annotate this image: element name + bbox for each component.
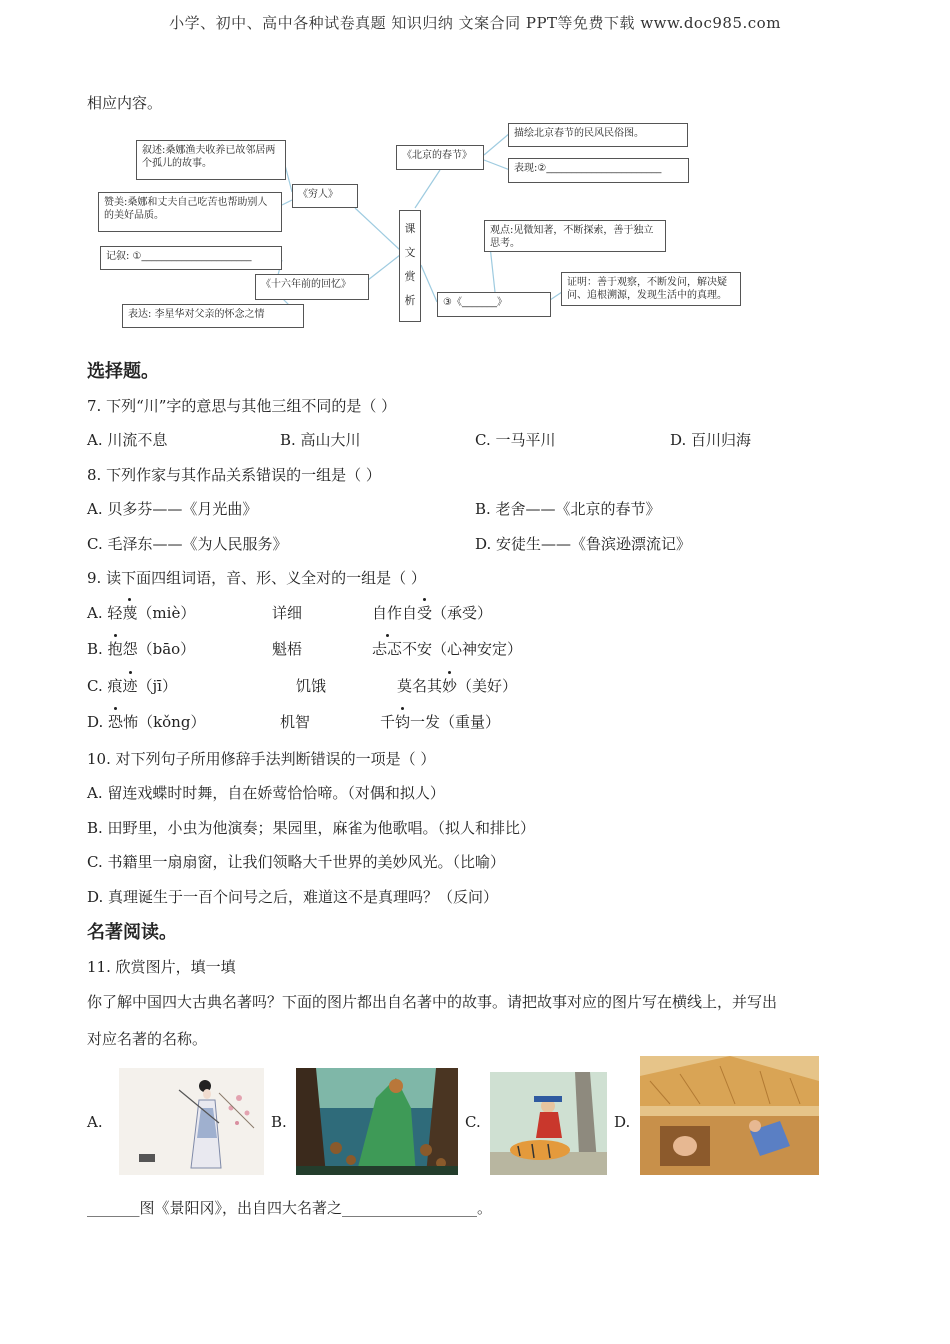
q11-text-2: 对应名著的名称。 [87,1030,208,1048]
q9-a-w3a: 自作自 [372,604,418,622]
q10-option-d: D. 真理诞生于一百个问号之后，难道这不是真理吗？（反问） [87,888,499,906]
q9-a-w1a: 轻 [107,604,123,622]
q9-stem: 9. 读下面四组词语，音、形、义全对的一组是（ ） [87,569,426,587]
q9-b-w3dot: 忐忑 [372,640,403,658]
q9-c-w3b: （美好） [457,677,518,695]
section-choice-title: 选择题。 [87,361,159,382]
page-header: 小学、初中、高中各种试卷真题 知识归纳 文案合同 PPT等免费下载 www.doc985.com [169,14,781,32]
q9-b-w3b: 不安（心神安定） [402,640,523,658]
memo-title-box: 《十六年前的回忆》 [255,274,369,300]
q9-c-w3dot: 妙 [442,677,458,695]
poor-title-box: 《穷人》 [292,184,358,208]
q9-d-w1b: 怖（kǒng） [123,713,206,731]
q11-text-1: 你了解中国四大古典名著吗？下面的图片都出自名著中的故事。请把故事对应的图片写在横线上，并写出 [87,993,778,1011]
proof-box: 证明：善于观察，不断发问，解决疑问、追根溯源，发现生活中的真理。 [561,272,741,306]
q9-d-w1dot: 恐 [108,713,124,731]
q9-c-w1a: 痕 [107,677,123,695]
q9-c-w2: 饥饿 [296,677,327,695]
q9-b-w2: 魁梧 [272,640,303,658]
diagram-center [399,210,421,322]
q7-stem: 7. 下列“川”字的意思与其他三组不同的是（ ） [87,397,397,415]
intro-text: 相应内容。 [87,94,163,112]
q8-option-a: A. 贝多芬——《月光曲》 [87,500,258,518]
q9-d-label: D. [87,713,104,731]
pic-label-c: C. [465,1113,481,1131]
pic-label-a: A. [87,1113,103,1131]
q9-c-label: C. [87,677,103,695]
picture-c-tiger-fight-icon [490,1072,607,1175]
q9-a-w1dot: 蔑 [122,604,138,622]
q9-c-w1b: （jī） [137,677,177,695]
view-box: 观点:见微知著，不断探索，善于独立思考。 [484,220,666,252]
q9-d-w3a: 千 [380,713,396,731]
q9-a-w2: 详细 [272,604,303,622]
picture-b [296,1068,458,1175]
q10-option-a: A. 留连戏蝶时时舞，自在娇莺恰恰啼。（对偶和拟人） [87,784,445,802]
center-char-1: 课 [404,222,416,235]
q8-option-b: B. 老舍——《北京的春节》 [475,500,661,518]
picture-a-lady-icon [119,1068,264,1175]
pic-label-b: B. [271,1113,287,1131]
section-reading-title: 名著阅读。 [87,922,177,943]
center-char-2: 文 [404,246,416,259]
q8-option-d: D. 安徒生——《鲁滨逊漂流记》 [475,535,692,553]
q9-d-w2: 机智 [280,713,311,731]
center-char-4: 析 [404,294,416,307]
pic-label-d: D. [614,1113,631,1131]
beijing-blank-box: 表现:②_______________________ [508,158,689,183]
q9-a-w3b: （承受） [432,604,493,622]
picture-d [640,1056,819,1175]
q9-c-w3a: 莫名其 [397,677,443,695]
beijing-desc-box: 描绘北京春节的民风民俗图。 [508,123,688,147]
q7-option-a: A. 川流不息 [87,431,168,449]
q8-option-c: C. 毛泽东——《为人民服务》 [87,535,288,553]
q9-b-w1b: 怨（bāo） [122,640,196,658]
q10-option-c: C. 书籍里一扇扇窗，让我们领略大千世界的美妙风光。（比喻） [87,853,505,871]
q7-option-b: B. 高山大川 [280,431,361,449]
poor-narrate-box: 叙述:桑娜渔夫收养已故邻居两个孤儿的故事。 [136,140,286,180]
picture-a [119,1068,264,1175]
q9-b-label: B. [87,640,103,658]
picture-c [490,1072,607,1175]
q9-a-w1b: （miè） [137,604,196,622]
q11-stem: 11. 欣赏图片，填一填 [87,958,236,976]
q7-option-d: D. 百川归海 [670,431,752,449]
center-char-3: 赏 [404,270,416,283]
q11-answer-line: _______图《景阳冈》，出自四大名著之__________________。 [87,1199,493,1217]
memo-express-box: 表达: 李星华对父亲的怀念之情 [122,304,304,328]
memo-blank-box: 记叙: ①______________________ [100,246,282,270]
picture-d-straw-hut-icon [640,1056,819,1175]
q9-a-w3dot: 受 [417,604,433,622]
picture-b-monkeys-icon [296,1068,458,1175]
q9-a-label: A. [87,604,103,622]
third-title-box: ③《_______》 [437,292,551,317]
q9-b-w1dot: 抱 [107,640,123,658]
q9-c-w1dot: 迹 [122,677,138,695]
beijing-title-box: 《北京的春节》 [396,145,484,170]
q9-d-w3dot: 钧 [395,713,411,731]
q10-option-b: B. 田野里，小虫为他演奏；果园里，麻雀为他歌唱。（拟人和排比） [87,819,536,837]
q8-stem: 8. 下列作家与其作品关系错误的一组是（ ） [87,466,381,484]
poor-praise-box: 赞美:桑娜和丈夫自己吃苦也帮助别人的美好品质。 [98,192,282,232]
q10-stem: 10. 对下列句子所用修辞手法判断错误的一项是（ ） [87,750,436,768]
q9-d-w3b: 一发（重量） [410,713,501,731]
q7-option-c: C. 一马平川 [475,431,556,449]
